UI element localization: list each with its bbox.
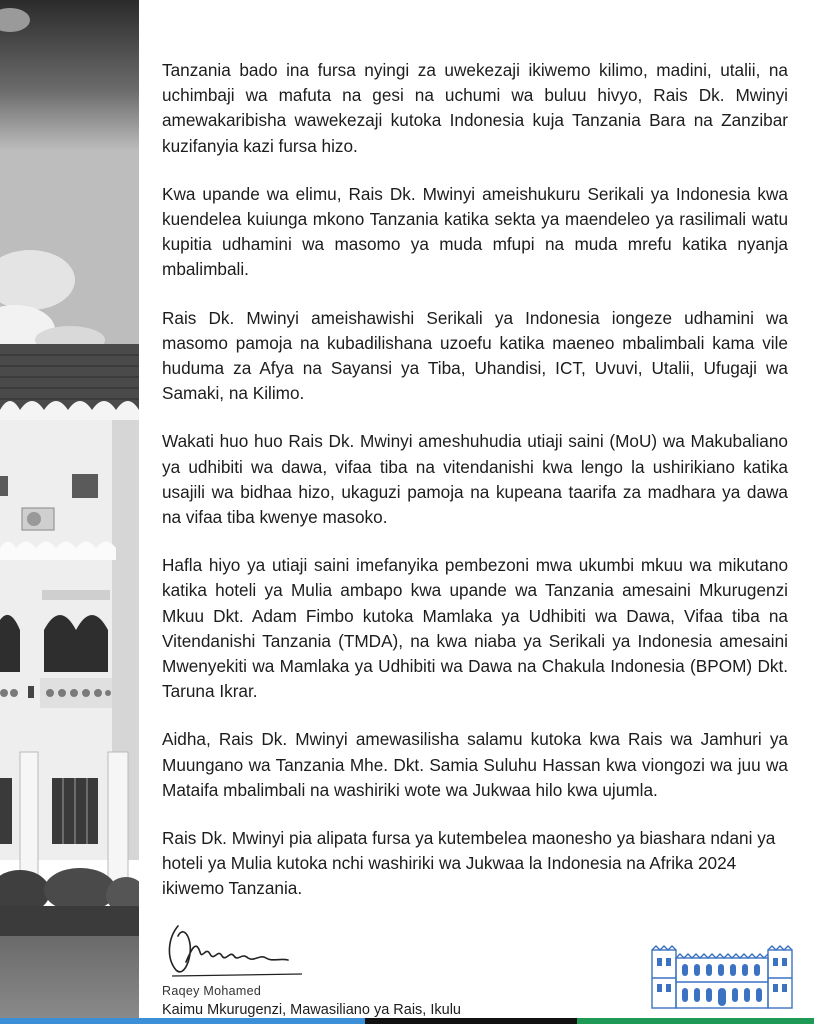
state-house-palace-icon bbox=[648, 944, 796, 1015]
flag-black-band bbox=[365, 1018, 577, 1024]
article-body bbox=[162, 58, 788, 925]
palace-photo-strip bbox=[0, 0, 139, 1020]
paragraph: Rais Dk. Mwinyi ameishawishi Serikali ya Indonesia iongeze udhamini wa masomo pamoja na kubadilishana uzoefu katika maeneo mbalimbali kama vile huduma za Afya na Sayansi ya Tiba, Uhandisi, ICT, Uvuvi, Utalii, Ufugaji wa Samaki, na Kilimo. bbox=[162, 307, 788, 404]
flag-color-strip bbox=[0, 1018, 814, 1024]
flag-green-band bbox=[577, 1018, 814, 1024]
paragraph: Hafla hiyo ya utiaji saini imefanyika pembezoni mwa ukumbi mkuu wa mikutano katika hoteli ya Mulia ambapo kwa upande wa Tanzania amesaini Mkurugenzi Mkuu Dkt. Adam Fimbo kutoka Mamlaka ya Udhibiti wa Dawa, Vifaa tiba na Vitendanishi Tanzania (TMDA), na kwa niaba ya Serikali ya Indonesia amesaini Mwenyekiti wa Mamlaka ya Udhibiti wa Dawa na Chakula Indonesia (BPOM) Dkt. Taruna Ikrar. bbox=[162, 555, 788, 702]
paragraph: Wakati huo huo Rais Dk. Mwinyi ameshuhudia utiaji saini (MoU) wa Makubaliano ya udhibiti wa dawa, vifaa tiba na vitendanishi kwa lengo la ushirikiano katika usajili wa bidhaa hizo, ukaguzi pamoja na kupeana taarifa za madhara ya dawa na vifaa tiba kwenye masoko. bbox=[162, 431, 788, 528]
signer-name: Raqey Mohamed bbox=[162, 984, 262, 998]
paragraph: Aidha, Rais Dk. Mwinyi amewasilisha salamu kutoka kwa Rais wa Jamhuri ya Muungano wa Tanzania Mhe. Dkt. Samia Suluhu Hassan kwa viongozi wa juu wa Mataifa mbalimbali na washiriki wote wa Jukwaa hilo kwa ujumla. bbox=[162, 729, 788, 800]
signer-title: Kaimu Mkurugenzi, Mawasiliano ya Rais, Ikulu bbox=[162, 1002, 461, 1018]
flag-blue-band bbox=[0, 1018, 365, 1024]
signature-block bbox=[162, 918, 502, 1018]
paragraph: Tanzania bado ina fursa nyingi za uwekezaji ikiwemo kilimo, madini, utalii, na uchimbaji wa mafuta na gesi na uchumi wa buluu hivyo, Rais Dk. Mwinyi amewakaribisha wawekezaji kutoka Indonesia kuja Tanzania Bara na Zanzibar kuzifanyia kazi fursa hizo. bbox=[162, 60, 788, 156]
paragraph: Rais Dk. Mwinyi pia alipata fursa ya kutembelea maonesho ya biashara ndani ya hoteli ya Mulia kutoka nchi washiriki wa Jukwaa la Indonesia na Afrika 2024 ikiwemo Tanzania. bbox=[162, 828, 776, 899]
paragraph: Kwa upande wa elimu, Rais Dk. Mwinyi ameishukuru Serikali ya Indonesia kwa kuendelea kuiunga mkono Tanzania katika sekta ya maendeleo ya rasilimali watu kupitia udhamini wa masomo ya muda mfupi na muda mrefu katika nyanja mbalimbali. bbox=[162, 183, 788, 280]
handwritten-signature bbox=[162, 918, 312, 982]
